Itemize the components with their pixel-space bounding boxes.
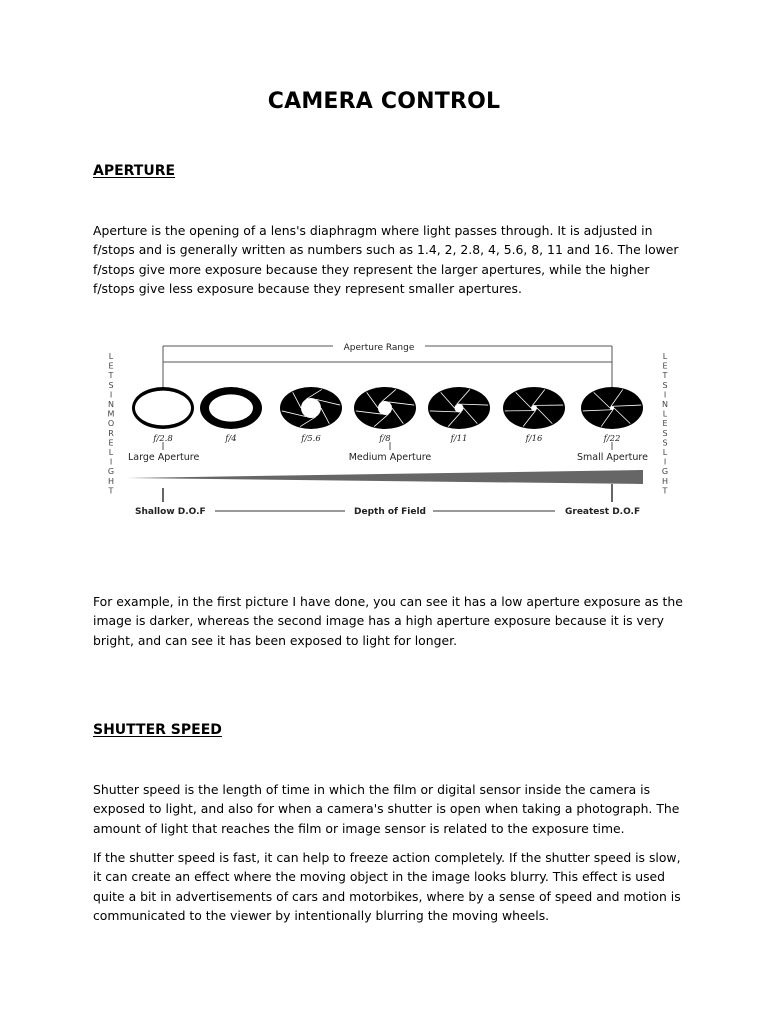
svg-text:S: S [662, 428, 668, 438]
svg-text:L: L [662, 448, 668, 457]
svg-text:R: R [108, 428, 114, 438]
fstop-label: f/22 [603, 434, 621, 444]
fstop-label: f/5.6 [301, 434, 321, 444]
svg-text:O: O [107, 419, 115, 429]
svg-text:T: T [662, 371, 668, 381]
aperture-range-label: Aperture Range [343, 343, 415, 353]
svg-text:G: G [661, 467, 669, 477]
svg-text:L: L [662, 409, 668, 419]
aperture-disc [428, 387, 490, 429]
svg-text:I: I [663, 457, 667, 467]
svg-text:N: N [108, 400, 114, 409]
shallow-dof-label: Shallow D.O.F [135, 507, 206, 517]
shutter-speed-paragraph-2: If the shutter speed is fast, it can help to freeze action completely. If the shutter speed is slow, it can create an effect where the moving object in the image looks blurry. This effect is used quite a bit in advertisements of cars and motorbikes, where by a sense of speed and motion is communicated to the viewer by intentionally blurring the moving wheels. [93, 850, 681, 924]
aperture-disc [200, 387, 262, 429]
svg-text:E: E [108, 438, 114, 448]
aperture-disc [132, 387, 194, 429]
svg-text:L: L [108, 352, 114, 361]
aperture-intro-paragraph: Aperture is the opening of a lens's diaphragm where light passes through. It is adjusted in f/stops and is generally written as numbers such as 1.4, 2, 2.8, 4, 5.6, 8, 11 and 16. The lower f/stops give more exposure because they represent the larger apertures, while the higher f/stops give less exposure because they represent smaller apertures. [93, 223, 679, 297]
large-aperture-label: Large Aperture [128, 452, 200, 463]
svg-text:I: I [663, 390, 667, 400]
medium-aperture-label: Medium Aperture [348, 452, 432, 463]
svg-text:S: S [662, 380, 668, 390]
aperture-disc [354, 387, 416, 429]
svg-text:L: L [108, 448, 114, 457]
aperture-disc [280, 387, 342, 429]
svg-text:E: E [662, 361, 668, 371]
depth-wedge [125, 470, 643, 484]
lets-in-less-light-label [662, 352, 669, 495]
svg-text:T: T [108, 486, 114, 496]
svg-text:H: H [107, 476, 115, 486]
aperture-heading: APERTURE [93, 163, 176, 179]
svg-text:I: I [109, 457, 113, 467]
svg-text:T: T [662, 486, 668, 496]
svg-text:L: L [662, 352, 668, 361]
svg-text:N: N [662, 400, 668, 409]
svg-text:S: S [662, 438, 668, 448]
fstop-label: f/2.8 [153, 434, 173, 444]
page-title: CAMERA CONTROL [267, 89, 501, 114]
fstop-label: f/4 [225, 434, 237, 444]
svg-text:G: G [107, 467, 115, 477]
greatest-dof-label: Greatest D.O.F [565, 507, 641, 517]
svg-text:I: I [109, 390, 113, 400]
svg-text:E: E [662, 419, 668, 429]
aperture-range-diagram [103, 338, 673, 523]
fstop-label: f/16 [525, 434, 543, 444]
depth-of-field-label: Depth of Field [354, 507, 426, 517]
svg-text:H: H [661, 476, 669, 486]
small-aperture-label: Small Aperture [577, 452, 648, 463]
svg-text:M: M [107, 409, 115, 419]
shutter-speed-paragraph-1: Shutter speed is the length of time in which the film or digital sensor inside the camera is exposed to light, and also for when a camera's shutter is open when taking a photograph. The amount of light that reaches the film or image sensor is related to the exposure time. [93, 782, 680, 836]
svg-text:E: E [108, 361, 114, 371]
svg-text:T: T [108, 371, 114, 381]
fstop-label: f/8 [379, 434, 391, 444]
aperture-disc [503, 387, 565, 429]
aperture-disc [581, 387, 643, 429]
fstop-label: f/11 [450, 434, 468, 444]
svg-text:S: S [108, 380, 114, 390]
lets-in-more-light-label [108, 352, 115, 495]
shutter-speed-heading: SHUTTER SPEED [93, 722, 222, 738]
aperture-example-paragraph: For example, in the first picture I have done, you can see it has a low aperture exposure as the image is darker, whereas the second image has a high aperture exposure because it is very bright, and can see it has been exposed to light for longer. [93, 594, 683, 648]
